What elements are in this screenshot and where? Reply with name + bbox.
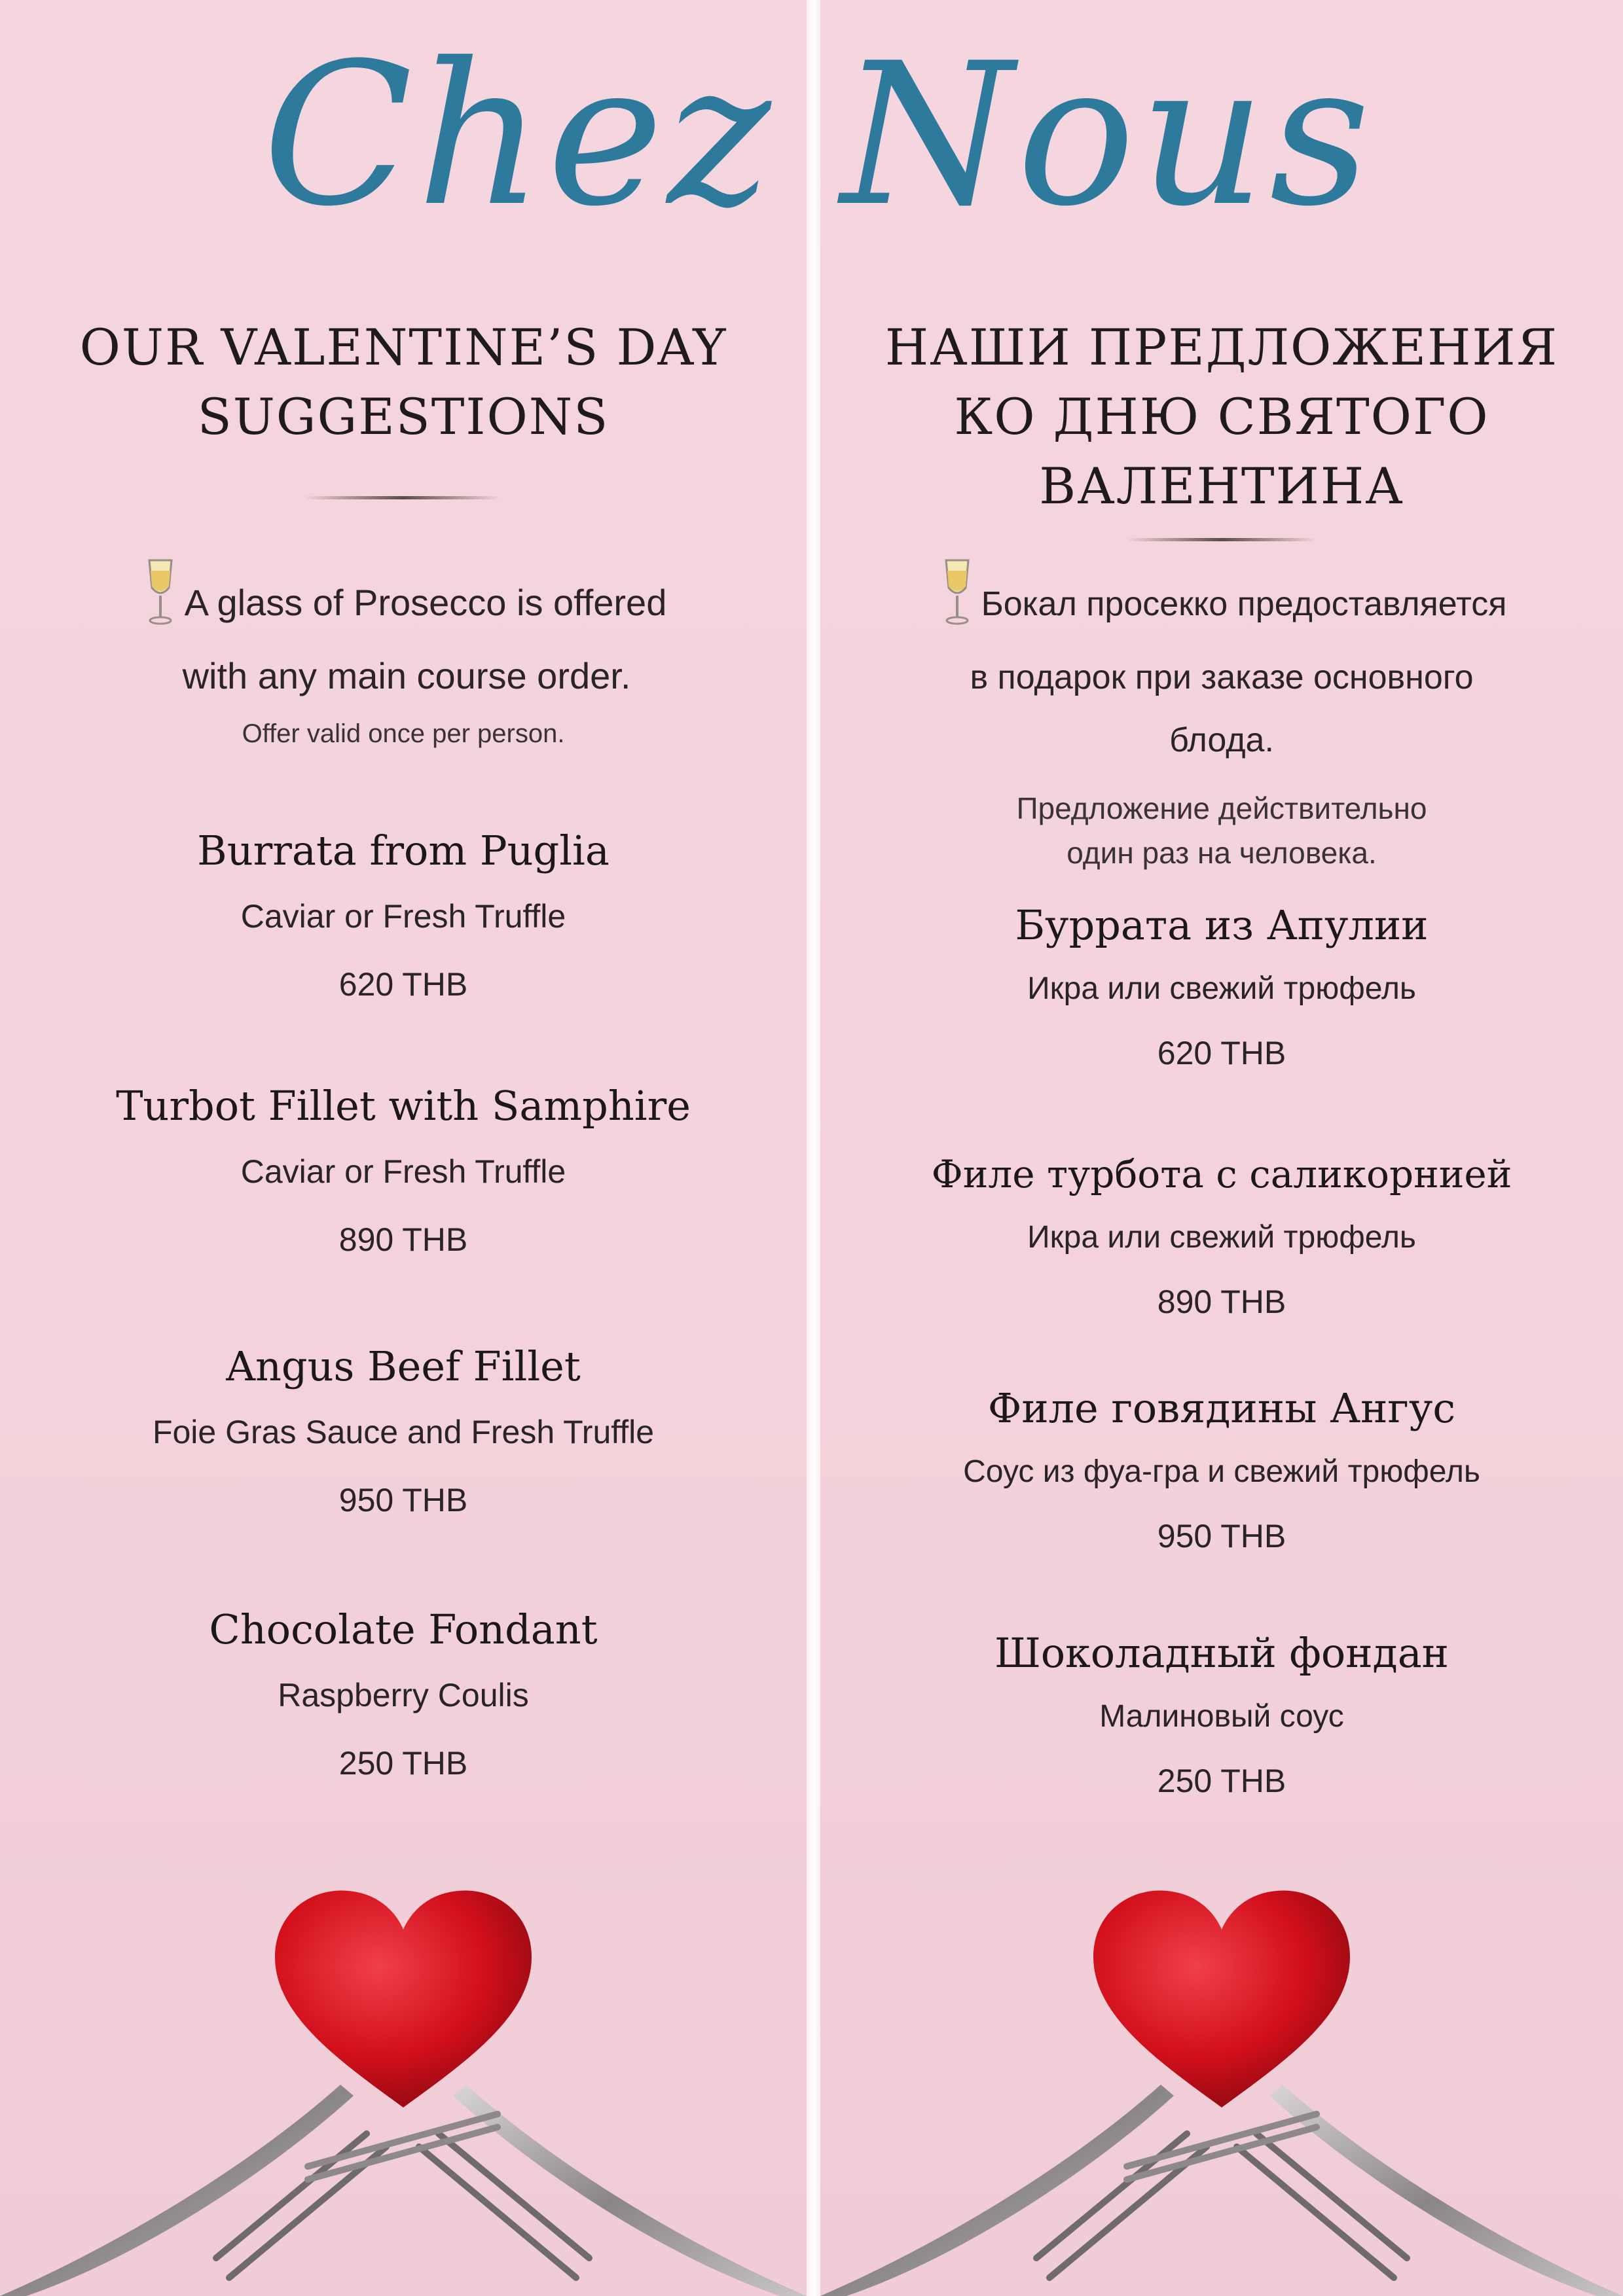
menu-item-price: 950 THB [338, 1482, 468, 1518]
promo-line: Бокал просекко предоставляется [820, 558, 1623, 646]
menu-panel-russian [820, 0, 1623, 2296]
menu-item-name: Филе говядины Ангус [987, 1384, 1456, 1432]
menu-item-name: Буррата из Апулии [1015, 901, 1429, 949]
menu-item-description: Foie Gras Sauce and Fresh Truffle [152, 1414, 655, 1450]
menu-item-price: 250 THB [338, 1745, 468, 1782]
menu-item-name: Burrata from Puglia [197, 827, 610, 874]
menu-item-description: Caviar or Fresh Truffle [240, 898, 566, 935]
menu-item-price: 890 THB [1157, 1283, 1286, 1320]
menu-item [820, 1622, 1623, 1813]
menu-item-price: 890 THB [338, 1221, 468, 1258]
page-title [820, 313, 1623, 521]
fork-icon [0, 2085, 807, 2296]
title-divider [304, 496, 501, 499]
promo-line: with any main course order. [182, 655, 631, 696]
menu-item-name: Angus Beef Fillet [226, 1342, 581, 1390]
menu-item-price: 620 THB [338, 966, 468, 1003]
champagne-glass-icon [937, 558, 977, 646]
heading-block-english [0, 313, 807, 452]
menu-item-name: Turbot Fillet with Samphire [116, 1082, 691, 1130]
fork-tines [1036, 2114, 1407, 2278]
menu-item-description: Raspberry Coulis [278, 1677, 529, 1713]
menu-item-price: 250 THB [1157, 1763, 1286, 1799]
menu-item-description: Соус из фуа-гра и свежий трюфель [963, 1454, 1480, 1489]
menu-item-description: Икра или свежий трюфель [1027, 1220, 1416, 1255]
heart-forks-illustration [820, 1859, 1623, 2296]
promo-note: Предложение действительно один раз на человека. [1016, 791, 1427, 870]
menu-item-name: Филе турбота с саликорнией [931, 1152, 1512, 1196]
promo-block-english [0, 558, 807, 753]
fork-icon [820, 2085, 1623, 2296]
menu-item [0, 1075, 807, 1274]
menu-item [820, 894, 1623, 1085]
champagne-glass-icon [140, 558, 181, 645]
menu-item-name: Chocolate Fondant [209, 1605, 598, 1653]
title-divider [1127, 538, 1317, 541]
menu-item-description: Малиновый соус [1099, 1699, 1344, 1734]
menu-item-price: 950 THB [1157, 1518, 1286, 1554]
menu-item [0, 1598, 807, 1797]
brand-name: Chez Nous [263, 21, 1374, 249]
menu-item-description: Caviar or Fresh Truffle [240, 1153, 566, 1190]
promo-note: Offer valid once per person. [242, 719, 565, 748]
title-line: SUGGESTIONS [197, 387, 610, 446]
title-line: OUR VALENTINE’S DAY [79, 318, 727, 376]
menu-item [0, 1335, 807, 1534]
menu-item [820, 1377, 1623, 1568]
heart-forks-illustration [0, 1859, 807, 2296]
panel-divider [807, 0, 820, 2296]
heart-icon [1093, 1890, 1350, 2108]
menu-items-english [0, 819, 807, 1797]
menu-items-russian [820, 894, 1623, 1813]
menu-item [820, 1143, 1623, 1334]
promo-block-russian [820, 558, 1623, 875]
menu-item [0, 819, 807, 1018]
title-line: ВАЛЕНТИНА [1039, 457, 1404, 515]
menu-item-description: Икра или свежий трюфель [1027, 971, 1416, 1006]
fork-tines [216, 2114, 589, 2278]
heart-icon [275, 1890, 532, 2108]
title-line: НАШИ ПРЕДЛОЖЕНИЯ [884, 318, 1559, 376]
menu-item-price: 620 THB [1157, 1035, 1286, 1071]
heading-block-russian [820, 313, 1623, 521]
title-line: КО ДНЮ СВЯТОГО [954, 387, 1489, 446]
menu-item-name: Шоколадный фондан [994, 1629, 1450, 1677]
promo-line: A glass of Prosecco is offered [0, 558, 807, 645]
menu-panel-english [0, 0, 807, 2296]
page-title [0, 313, 807, 452]
promo-line: в подарок при заказе основного [970, 658, 1474, 696]
brand-logo [263, 7, 1374, 308]
promo-line: блода. [1169, 721, 1274, 759]
